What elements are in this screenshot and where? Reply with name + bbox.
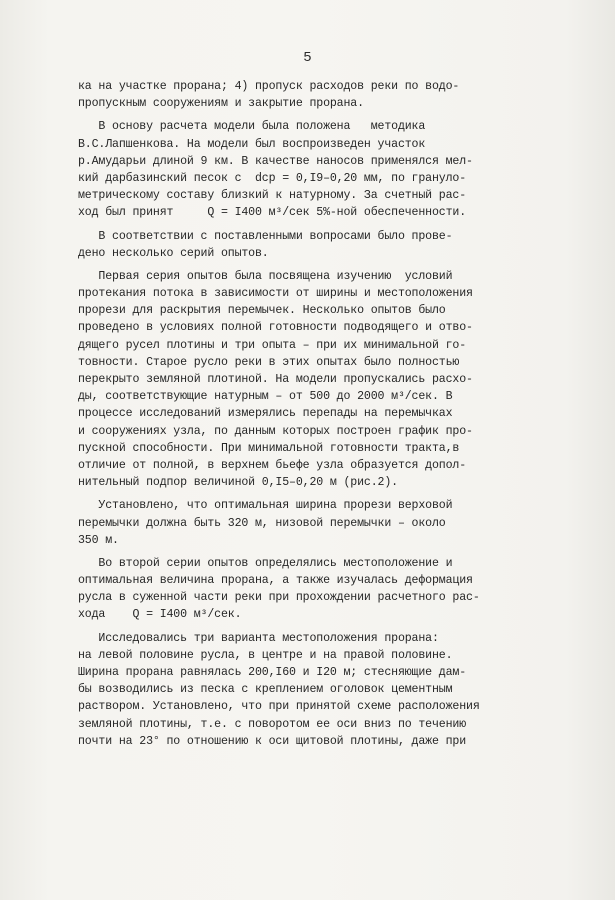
text-line: прорези для раскрытия перемычек. Несколько опытов было [78,304,446,318]
text-line: отличие от полной, в верхнем бьефе узла образуется допол- [78,458,467,472]
text-line: пускной способности. При минимальной готовности тракта,в [78,441,460,455]
text-line: проведено в условиях полной готовности подводящего и отво- [78,321,473,335]
text-line: перемычки должна быть 320 м, низовой перемычки – около [78,516,446,530]
text-line: бы возводились из песка с креплением оголовок цементным [78,683,453,697]
text-line: русла в суженной части реки при прохождении расчетного рас- [78,591,480,605]
text-line: пропускным сооружениям и закрытие прорана. [78,97,364,111]
text-line: Исследовались три варианта местоположения прорана: [78,631,439,645]
text-line: почти на 23° по отношению к оси щитовой плотины, даже при [78,734,467,748]
paragraph [78,497,538,549]
page-number: 5 [303,50,312,66]
text-line: Первая серия опытов была посвящена изучению условий [78,269,453,283]
text-line: процессе исследований измерялись перепады на перемычках [78,407,453,421]
text-line: земляной плотины, т.е. с поворотом ее оси вниз по течению [78,717,467,731]
paragraph [78,555,538,624]
text-line: товности. Старое русло реки в этих опытах было полностью [78,355,460,369]
paragraph [78,228,538,262]
text-line: метрическому составу близкий к натурному. За счетный рас- [78,189,467,203]
text-line: Ширина прорана равнялась 200,I60 и I20 м; стесняющие дам- [78,666,467,679]
text-line: кий дарбазинский песок с dср = 0,I9–0,20 мм, по грануло- [78,171,467,185]
text-line: хода Q = I400 м³/сек. [78,608,242,622]
text-line: В основу расчета модели была положена методика [78,120,426,134]
text-line: оптимальная величина прорана, а также изучалась деформация [78,574,473,588]
paragraph [78,630,538,750]
text-line: на левой половине русла, в центре и на правой половине. [78,648,453,662]
text-line: ход был принят Q = I400 м³/сек 5%-ной обеспеченности. [78,206,467,220]
text-line: дено несколько серий опытов. [78,246,269,260]
paragraph [78,118,538,221]
text-line: Установлено, что оптимальная ширина прорези верховой [78,499,453,513]
text-line: дящего русел плотины и три опыта – при их минимальной го- [78,338,467,352]
text-line: ка на участке прорана; 4) пропуск расходов реки по водо- [78,80,460,93]
text-line: перекрыто земляной плотиной. На модели пропускались расхо- [78,373,473,386]
text-line: раствором. Установлено, что при принятой схеме расположения [78,700,480,714]
text-line: и сооружениях узла, по данным которых построен график про- [78,424,473,438]
body-text [78,78,538,750]
paragraph [78,268,538,491]
text-line: р.Амударьи длиной 9 км. В качестве наносов применялся мел- [78,154,473,168]
text-line: нительный подпор величиной 0,I5–0,20 м (рис.2). [78,476,398,490]
text-line: протекания потока в зависимости от ширины и местоположения [78,287,473,301]
text-line: В.С.Лапшенкова. На модели был воспроизведен участок [78,137,426,151]
text-line: 350 м. [78,533,119,547]
paragraph [78,78,538,112]
text-line: В соответствии с поставленными вопросами было прове- [78,229,453,243]
text-line: ды, соответствующие натурным – от 500 до 2000 м³/сек. В [78,390,453,404]
text-line: Во второй серии опытов определялись местоположение и [78,556,453,570]
